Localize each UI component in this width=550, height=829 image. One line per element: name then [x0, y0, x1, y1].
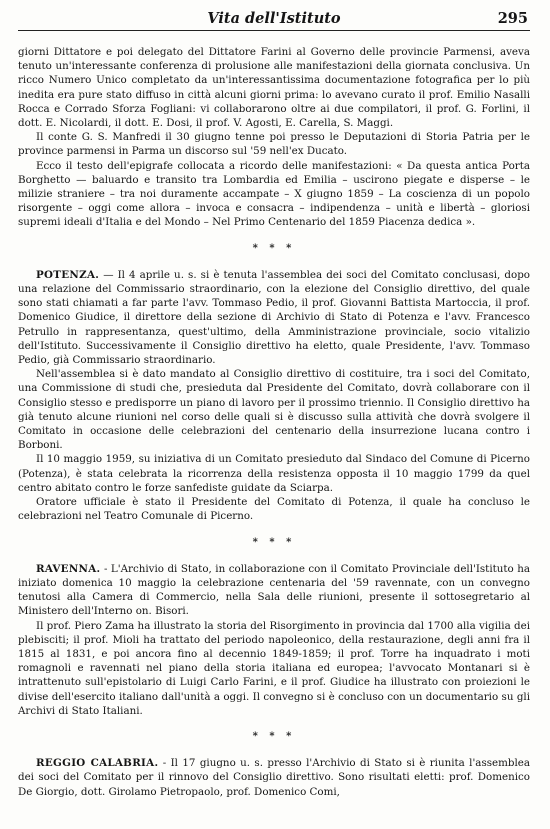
section-separator: * * * — [252, 242, 296, 254]
section-potenza-p3: Il 10 maggio 1959, su iniziativa di un Comitato presieduto dal Sindaco del Comune di Picerno (Potenza), è stata celebrata la ricorrenza della resistenza opposta il 10 maggio 1799 da quel centro abitato contro le forze sanfediste guidate da Sciarpa. — [18, 453, 530, 494]
paragraph-epigraph: Ecco il testo dell'epigrafe collocata a ricordo delle manifestazioni: « Da questa antica Porta Borghetto — baluardo e transito tra Lombardia ed Emilia – uscirono piegate e disperse – le milizie straniere – tra noi duramente accampate – X giugno 1859 – La coscienza di un popolo risorgente – oggi come allora – invoca e consacra – indipendenza – unità e libertà – gloriosi supremi ideali d'Italia e del Mondo – Nel Primo Centenario del 1859 Piacenza dedica ». — [18, 159, 530, 229]
section-place-ravenna: RAVENNA. — [36, 562, 101, 575]
page-header — [18, 8, 530, 31]
section-potenza-p2: Nell'assemblea si è dato mandato al Consiglio direttivo di costituire, tra i soci del Comitato, una Commissione di studi che, presieduta dal Presidente del Comitato, dovrà collaborare con il Consiglio stesso e predisporre un piano di lavoro per il prossimo triennio. Il Consiglio direttivo ha già tenuto alcune riunioni nel corso delle quali si è discusso sulla attività che dovrà svolgere il Comitato in occasione delle celebrazioni del centenario della insurrezione lucana contro i Borboni. — [18, 368, 530, 452]
section-text: — Il 4 aprile u. s. si è tenuta l'assemblea dei soci del Comitato conclusasi, dopo una relazione del Commissario straordinario, con la elezione del Consiglio direttivo, del quale sono stati chiamati a far parte l'avv. Tommaso Pedio, il prof. Giovanni Battista Martoccia, il prof. Domenico Giudice, il direttore della sezione di Archivio di Stato di Potenza e l'avv. Francesco Petrullo in rappresentanza, quest'ultimo, della Amministrazione provinciale, socio vitalizio dell'Istituto. Successivamente il Consiglio direttivo ha eletto, quale Presidente, l'avv. Tommaso Pedio, già Commissario straordinario. — [18, 268, 530, 367]
page-number: 295 — [497, 10, 528, 27]
section-ravenna-p1 — [18, 562, 530, 619]
running-title: Vita dell'Istituto — [207, 10, 341, 27]
section-separator: * * * — [252, 730, 296, 742]
section-ravenna-p2: Il prof. Piero Zama ha illustrato la storia del Risorgimento in provincia dal 1700 alla vigilia dei plebisciti; il prof. Mioli ha trattato del periodo napoleonico, della restaurazione, degli anni fra il 1815 al 1831, e poi ancora fino al decennio 1849-1859; il prof. Torre ha inquadrato i moti romagnoli e ravennati nel piano della storia italiana ed europea; l'avvocato Montanari si è intrattenuto sull'epistolario di Luigi Carlo Farini, e il prof. Giudice ha illustrato con proiezioni le divise dell'esercito italiano dall'unità a oggi. Il convegno si è concluso con un documentario su gli Archivi di Stato Italiani. — [18, 619, 530, 717]
section-potenza-p4: Oratore ufficiale è stato il Presidente del Comitato di Potenza, il quale ha concluso le celebrazioni nel Teatro Comunale di Picerno. — [18, 496, 530, 523]
section-reggio-p1 — [18, 756, 530, 799]
section-text: - L'Archivio di Stato, in collaborazione con il Comitato Provinciale dell'Istituto ha iniziato domenica 10 maggio la celebrazione centenaria del '59 ravennate, con un convegno tenutosi alla Camera di Commercio, nella Sala delle riunioni, presente il sottosegretario al Ministero dell'Interno on. Bisori. — [18, 562, 530, 618]
section-separator: * * * — [252, 536, 296, 548]
section-place-reggio-calabria: REGGIO CALABRIA. — [36, 757, 159, 770]
article-body — [18, 45, 530, 799]
paragraph-manfredi: Il conte G. S. Manfredi il 30 giugno tenne poi presso le Deputazioni di Storia Patria per le province parmensi in Parma un discorso sul '59 nell'ex Ducato. — [18, 131, 530, 158]
paragraph-parma-continuation: giorni Dittatore e poi delegato del Dittatore Farini al Governo delle provincie Parmensi, aveva tenuto un'interessante conferenza di prolusione alle manifestazioni della giornata conclusiva. Un ricco Numero Unico completato da un'interessantissima documentazione fotografica per lo più inedita era pure stato diffuso in città alcuni giorni prima: lo avevano curato il prof. Emilio Nasalli Rocca e Corrado Sforza Fogliani: vi collaborarono oltre ai due compilatori, il prof. G. Forlini, il dott. E. Nicolardi, il dott. E. Dosi, il prof. V. Agosti, E. Carella, S. Maggi. — [18, 46, 530, 130]
section-potenza-p1 — [18, 268, 530, 367]
section-place-potenza: POTENZA. — [36, 268, 100, 281]
section-text: - Il 17 giugno u. s. presso l'Archivio di Stato si è riunita l'assemblea dei soci del Comitato per il rinnovo del Consiglio direttivo. Sono risultati eletti: prof. Domenico De Giorgio, dott. Girolamo Pietropaolo, prof. Domenico Comi, — [18, 757, 530, 798]
